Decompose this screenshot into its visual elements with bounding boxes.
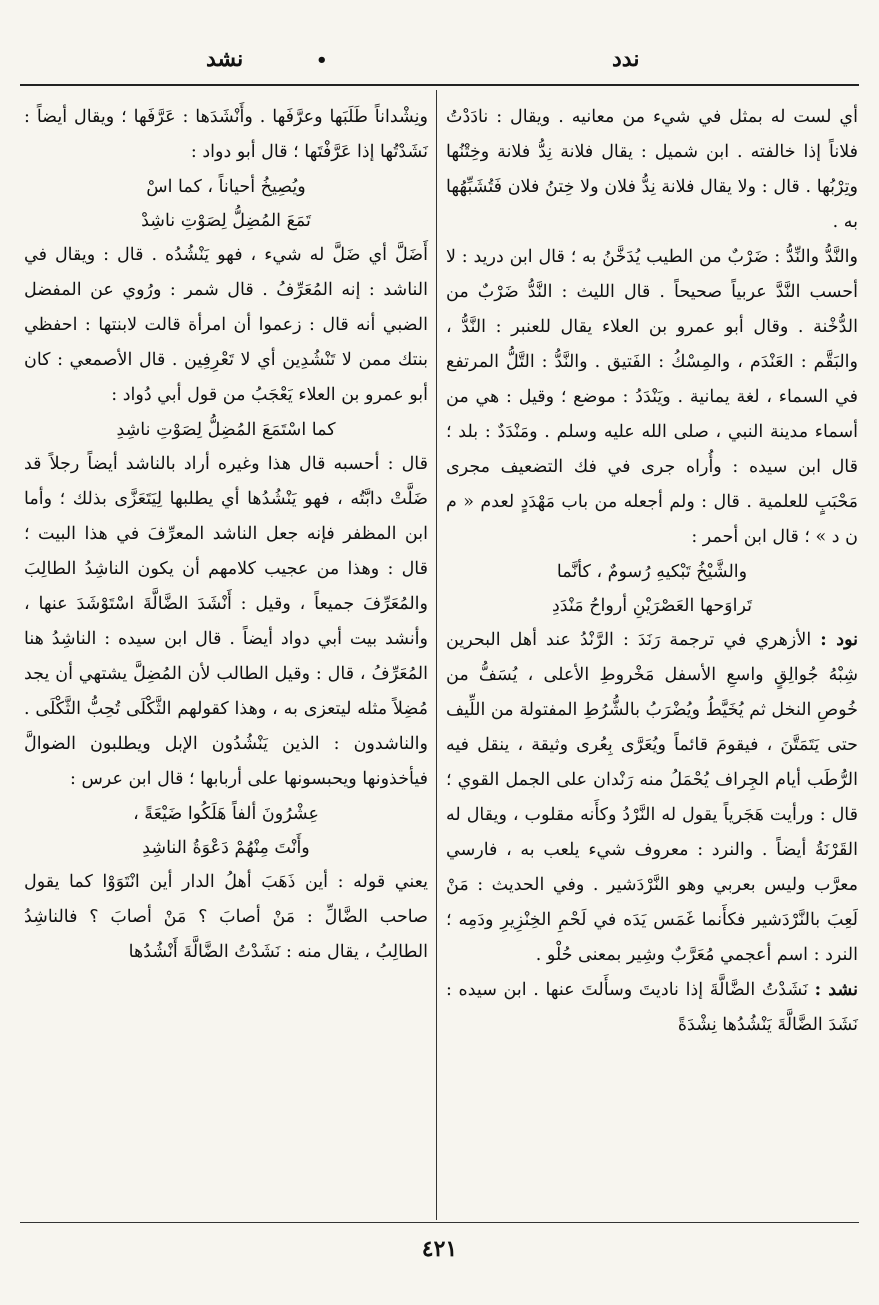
page-number: ٤٢١ (421, 1236, 458, 1262)
entry-headword: نود : (820, 630, 858, 650)
running-head-right: ندد (612, 46, 640, 72)
verse-line: ويُصِيخُ أحياناً ، كما اسْ (146, 177, 306, 197)
verse-line: تَراوَحها العَصْرَيْنِ أرواحُ مَنْدَدِ (552, 596, 752, 616)
verse-line: وأَنْتَ مِنْهُمْ دَعْوَةُ الناشِدِ (142, 838, 310, 858)
running-head-left: نشد (206, 46, 244, 72)
entry-paragraph (446, 973, 858, 1043)
left-column (24, 100, 428, 970)
verse-line: كما اسْتَمَعَ المُضِلُّ لِصَوْتِ ناشِدِ (116, 420, 336, 440)
column-divider (436, 90, 437, 1220)
entry-headword: نشد : (814, 980, 858, 1000)
right-column (446, 100, 858, 1043)
entry-text: الأزهري في ترجمة رَنَدَ : الرَّنْدُ عند أهل البحرين شِبْهُ جُوالِقٍ واسعِ الأسفل مَخْروطِ الأعلى ، يُسَفُّ من خُوصِ النخل ثم يُخَيَّطُ ويُضْرَبُ بالشُّرُطِ المفتولة من اللِّيف حتى يَتَمَتَّنَ ، فيقومَ قائماً ويُعَرَّى بِعُرى وثيقة ، ينقل فيه الرُّطَب أيام الجِراف يُحْمَلُ منه رَنْدان على الجمل القوي ؛ قال : ورأيت هَجَرياً يقول له النَّرْدُ وكأَنه مقلوب ، ويقال له القَرْنَةُ أيضاً . والنرد : معروف شيء يلعب به ، فارسي معرَّب وليس بعربي وهو النَّرْدَشير . وفي الحديث : مَنْ لَعِبَ بالنَّرْدَشير فكأَنما غَمَس يَدَه في لَحْمِ الخِنْزِيرِ ودَمِه ؛ النرد : اسم أعجمي مُعَرَّبٌ وشِير بمعنى حُلْو . (445, 630, 858, 965)
top-rule (20, 84, 859, 86)
paragraph: أَضَلَّ أي ضَلَّ له شيء ، فهو يَنْشُدُه . قال : ويقال في الناشد : إنه المُعَرِّفُ . قال شمر : ورُوي عن المفضل الضبي أنه قال : زعموا أن امرأة قالت لابنتها : احفظي بنتك ممن لا تَنْشُدِين أي لا تَعْرِفِين . قال الأصمعي : كان أبو عمرو بن العلاء يَعْجَبُ من قول أبي دُواد : (24, 245, 428, 405)
verse-line: والشَّيْخُ تَبْكيهِ رُسومٌ ، كأنَّما (556, 562, 748, 582)
paragraph: والنَّدُّ والنِّدُّ : ضَرْبٌ من الطيب يُدَخَّنُ به ؛ قال ابن دريد : لا أحسب النَّدَّ عربياً صحيحاً . قال الليث : النَّدُّ ضَرْبٌ من الدُّخْنة . وقال أبو عمرو بن العلاء يقال للعنبر : النَّدُّ ، والبَقَّم : العَنْدَم ، والمِسْكُ : الفَتيق . والنَّدُّ : التَّلُّ المرتفع في السماء ، لغة يمانية . ويَنْدَدُ : موضع ؛ وقيل : هي من أسماء مدينة النبي ، صلى الله عليه وسلم . ومَنْدَدٌ : بلد ؛ قال ابن سيده : وأُراه جرى في فك التضعيف مجرى مَحْبَبٍ للعلمية . قال : ولم أجعله من باب مَهْدَدٍ لعدم « م ن د » ؛ قال ابن أحمر : (446, 247, 858, 547)
paragraph: أي لست له بمثل في شيء من معانيه . ويقال : نادَدْتُ فلاناً إذا خالفته . ابن شميل : يقال فلانة نِدُّ فلانة وخِتْنُها وتِرْبُها . قال : ولا يقال فلانة نِدُّ فلان ولا خِتنُ فلان فَتُشَبِّهُها به . (446, 107, 858, 232)
verse-line: عِشْرُونَ ألفاً هَلَكُوا ضَيْعَةً ، (133, 804, 319, 824)
bottom-rule (20, 1222, 859, 1223)
running-head-mark: • (316, 50, 328, 71)
paragraph: ونِشْداناً طَلَبَها وعرَّفَها . وأَنْشَدَها : عَرَّفَها ؛ ويقال أيضاً : نَشَدْتُها إذا عَرَّفْتَها ؛ قال أبو دواد : (24, 107, 428, 162)
verse-line: تَمَعَ المُضِلُّ لِصَوْتِ ناشِدْ (141, 211, 311, 231)
entry-text: نَشَدْتُ الضَّالَّةَ إذا ناديتَ وسأَلتَ عنها . ابن سيده : نَشَدَ الضَّالَّةَ يَنْشُدُها نِشْدَةً (446, 980, 858, 1035)
paragraph: يعني قوله : أين ذَهَبَ أهلُ الدار أين انْتَوَوْا كما يقول صاحب الضَّالِّ : مَنْ أصابَ ؟ مَنْ أصابَ ؟ فالناشِدُ الطالِبُ ، يقال منه : نَشَدْتُ الضَّالَّةَ أَنْشُدُها (24, 872, 428, 962)
entry-paragraph (446, 623, 858, 973)
paragraph: قال : أحسبه قال هذا وغيره أراد بالناشد أيضاً رجلاً قد ضَلَّتْ دابَّتُه ، فهو يَنْشُدُها أي يطلبها لِيَتَعَزَّى بذلك ؛ وأما ابن المظفر فإنه جعل الناشد المعرِّفَ في هذا البيت ؛ قال : وهذا من عجيب كلامهم أن يكون الناشِدُ الطالِبَ والمُعَرِّفَ جميعاً ، وقيل : أَنْشَدَ الضَّالَّةَ اسْتَوْشَدَ عنها ، وأنشد بيت أبي دواد أيضاً . قال ابن سيده : الناشِدُ هنا المُعَرِّفُ ، قال : وقيل الطالب لأن المُضِلَّ يشتهي أن يجد مُضِلاً مثله ليتعزى به ، وهذا كقولهم الثَّكْلَى تُحِبُّ الثَّكْلَى . والناشدون : الذين يَنْشُدُون الإبل ويطلبون الضوالَّ فيأخذونها ويحبسونها على أربابها ؛ قال ابن عرس : (24, 454, 428, 789)
